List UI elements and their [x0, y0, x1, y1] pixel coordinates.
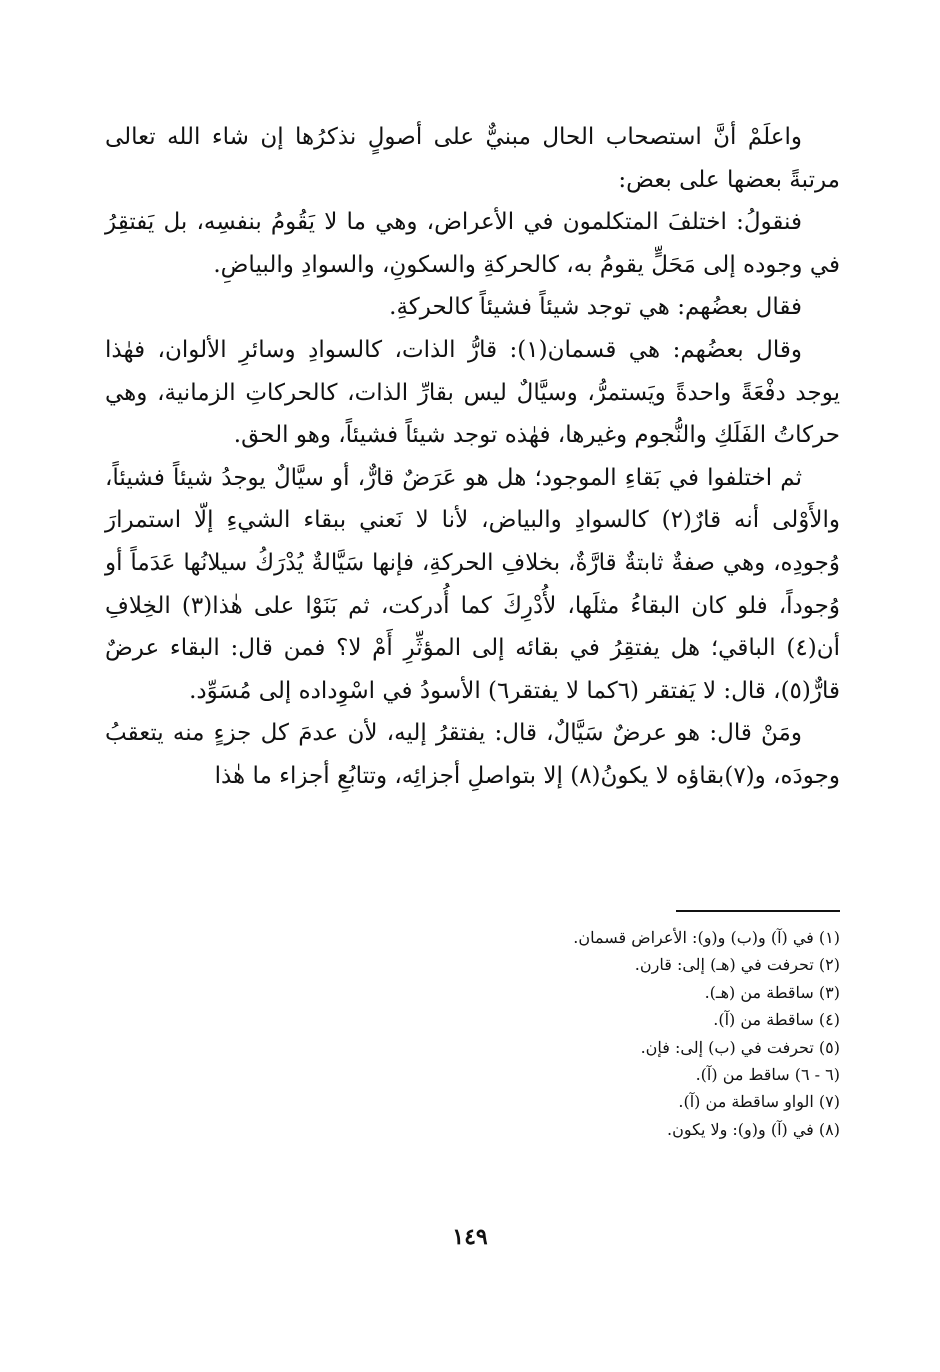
paragraph-persistence-dispute: ثم اختلفوا في بَقاءِ الموجود؛ هل هو عَرَضٌ قارٌّ، أو سيَّالٌ يوجدُ شيئاً فشيئاً، والأَوْلى أنه قارٌ(٢) كالسوادِ والبياض، لأنا لا نَعني ببقاء الشيءِ إلّا استمرارَ وُجودِه، وهي صفةٌ ثابتةٌ قارَّةٌ، بخلافِ الحركةِ، فإنها سَيَّالةٌ يُدْرَكُ سيلانُها عَدَماً أو وُجوداً، فلو كان البقاءُ مثلَها، لأُدْرِكَ كما أُدركت، ثم بَنَوْا على هٰذا(٣) الخِلافِ أن(٤) الباقي؛ هل يفتقِرُ في بقائه إلى المؤثِّرِ أَمْ لا؟ فمن قال: البقاء عرضٌ قارٌّ(٥)، قال: لا يَفتقر (٦كما لا يفتقر٦) الأسودُ في اسْوِداده إلى مُسَوِّد.: [105, 464, 840, 704]
footnote-6: (٦ - ٦) ساقط من (آ).: [695, 1065, 840, 1085]
footnote-4: (٤) ساقطة من (آ).: [713, 1010, 840, 1030]
footnote-7: (٧) الواو ساقطة من (آ).: [678, 1092, 840, 1112]
main-text: [105, 116, 840, 798]
paragraph-first-opinion: فقال بعضُهم: هي توجد شيئاً فشيئاً كالحركةِ.: [389, 294, 802, 321]
footnote-separator: [676, 910, 840, 912]
footnote-5: (٥) تحرفت في (ب) إلى: فإن.: [640, 1037, 840, 1057]
footnote-8: (٨) في (آ) و(و): ولا يكون.: [667, 1119, 840, 1139]
footnote-3: (٣) ساقطة من (هـ).: [704, 982, 840, 1002]
paragraph-second-opinion: وقال بعضُهم: هي قسمان(١): قارُّ الذات، كالسوادِ وسائرِ الألوان، فهٰذا يوجد دفْعَةً واحدةً ويَستمرُّ، وسيَّالٌ ليس بقارِّ الذات، كالحركاتِ الزمانية، وهي حركاتُ الفَلَكِ والنُّجوم وغيرها، فهٰذه توجد شيئاً فشيئاً، وهو الحق.: [105, 336, 840, 449]
footnote-2: (٢) تحرفت في (هـ) إلى: قارن.: [634, 955, 840, 975]
footnotes: [420, 924, 840, 1143]
paragraph-flowing-accident: ومَنْ قال: هو عرضٌ سَيَّالٌ، قال: يفتقرُ إليه، لأن عدمَ كل جزءٍ منه يتعقبُ وجودَه، و(٧)بقاؤه لا يكونُ(٨) إلا بتواصلِ أجزائِه، وتتابُعِ أجزاء ما هٰذا: [105, 720, 840, 789]
paragraph-accidents-definition: فنقولُ: اختلفَ المتكلمون في الأعراض، وهي ما لا يَقُومُ بنفسِه، بل يَفتقِرُ في وجوده إلى مَحَلٍّ يقومُ به، كالحركةِ والسكونِ، والسوادِ والبياضِ.: [105, 209, 840, 278]
paragraph-intro: واعلَمْ أنَّ استصحاب الحال مبنيٌّ على أصولٍ نذكرُها إن شاء الله تعالى مرتبةً بعضها على بعض:: [105, 124, 840, 193]
page-number: ١٤٩: [452, 1224, 488, 1250]
footnote-1: (١) في (آ) و(ب) و(و): الأعراض قسمان.: [573, 928, 840, 947]
